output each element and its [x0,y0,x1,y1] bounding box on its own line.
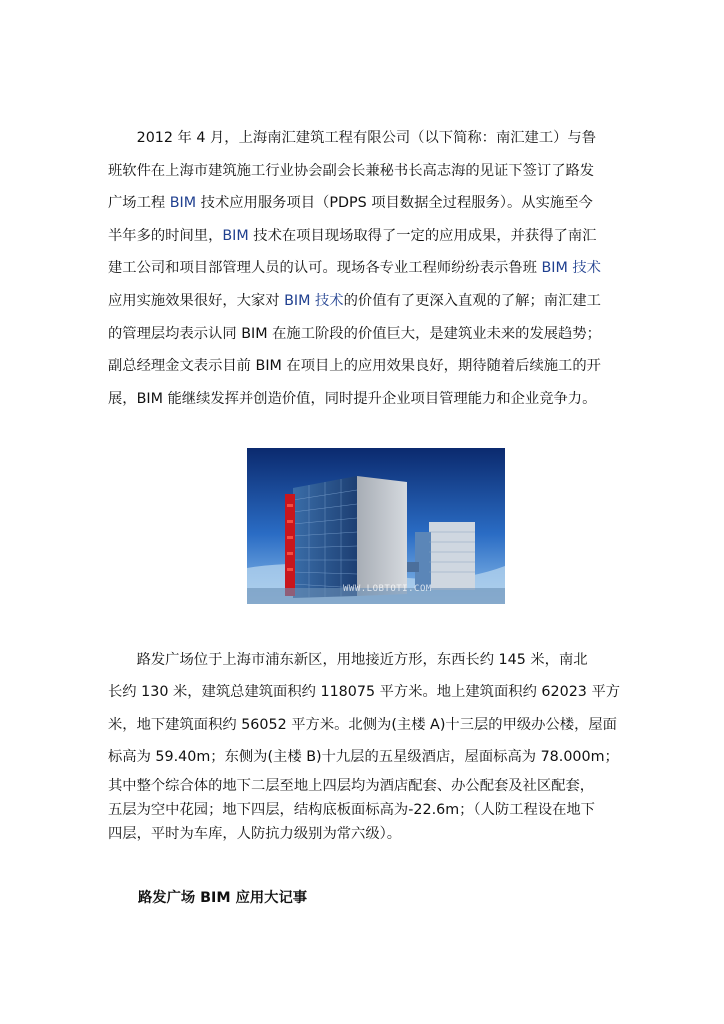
text-line: 2012 年 4 月，上海南汇建筑工程有限公司（以下简称：南汇建工）与鲁 [108,130,597,146]
text-line: 副总经理金文表示目前 BIM 在项目上的应用效果良好，期待随着后续施工的开 [108,358,601,375]
text-line: 四层，平时为车库，人防抗力级别为常六级）。 [108,825,402,842]
text-line: 长约 130 米，建筑总建筑面积约 118075 平方米。地上建筑面积约 62023 平方 [108,684,621,701]
image-watermark: WWW.LOBTOTI.COM [343,584,432,594]
text-line: 广场工程 BIM 技术应用服务项目（PDPS 项目数据全过程服务）。从实施至今 [108,195,593,212]
project-description-paragraph [108,644,621,846]
text-line: 半年多的时间里，BIM 技术在项目现场取得了一定的应用成果，并获得了南汇 [108,227,597,244]
bim-term: BIM [169,195,197,212]
section-heading: 路发广场 BIM 应用大记事 [138,890,308,906]
building-photo [247,448,505,604]
building-illustration [247,448,505,604]
text-line: 展，BIM 能继续发挥并创造价值，同时提升企业项目管理能力和企业竞争力。 [108,390,597,407]
text-line: 路发广场位于上海市浦东新区，用地接近方形，东西长约 145 米，南北 [108,652,588,668]
intro-paragraph [108,122,614,415]
text-line: 班软件在上海市建筑施工行业协会副会长兼秘书长高志海的见证下签订了路发 [108,162,595,179]
bim-term: BIM [222,227,249,244]
bim-term: BIM 技术 [541,260,601,277]
text-line: 建工公司和项目部管理人员的认可。现场各专业工程师纷纷表示鲁班 BIM 技术 [108,260,601,277]
text-line: 标高为 59.40m；东侧为(主楼 B)十九层的五星级酒店，屋面标高为 78.000m； [108,749,619,766]
bim-term: BIM 技术 [284,292,344,309]
text-line: 五层为空中花园；地下四层，结构底板面标高为-22.6m；（人防工程设在地下 [108,801,595,818]
text-line: 其中整个综合体的地下二层至地上四层均为酒店配套、办公配套及社区配套， [108,777,595,794]
text-line: 应用实施效果很好，大家对 BIM 技术的价值有了更深入直观的了解；南汇建工 [108,292,601,309]
text-line: 米，地下建筑面积约 56052 平方米。北侧为(主楼 A)十三层的甲级办公楼，屋面 [108,716,617,733]
text-line: 的管理层均表示认同 BIM 在施工阶段的价值巨大，是建筑业未来的发展趋势； [108,325,601,342]
